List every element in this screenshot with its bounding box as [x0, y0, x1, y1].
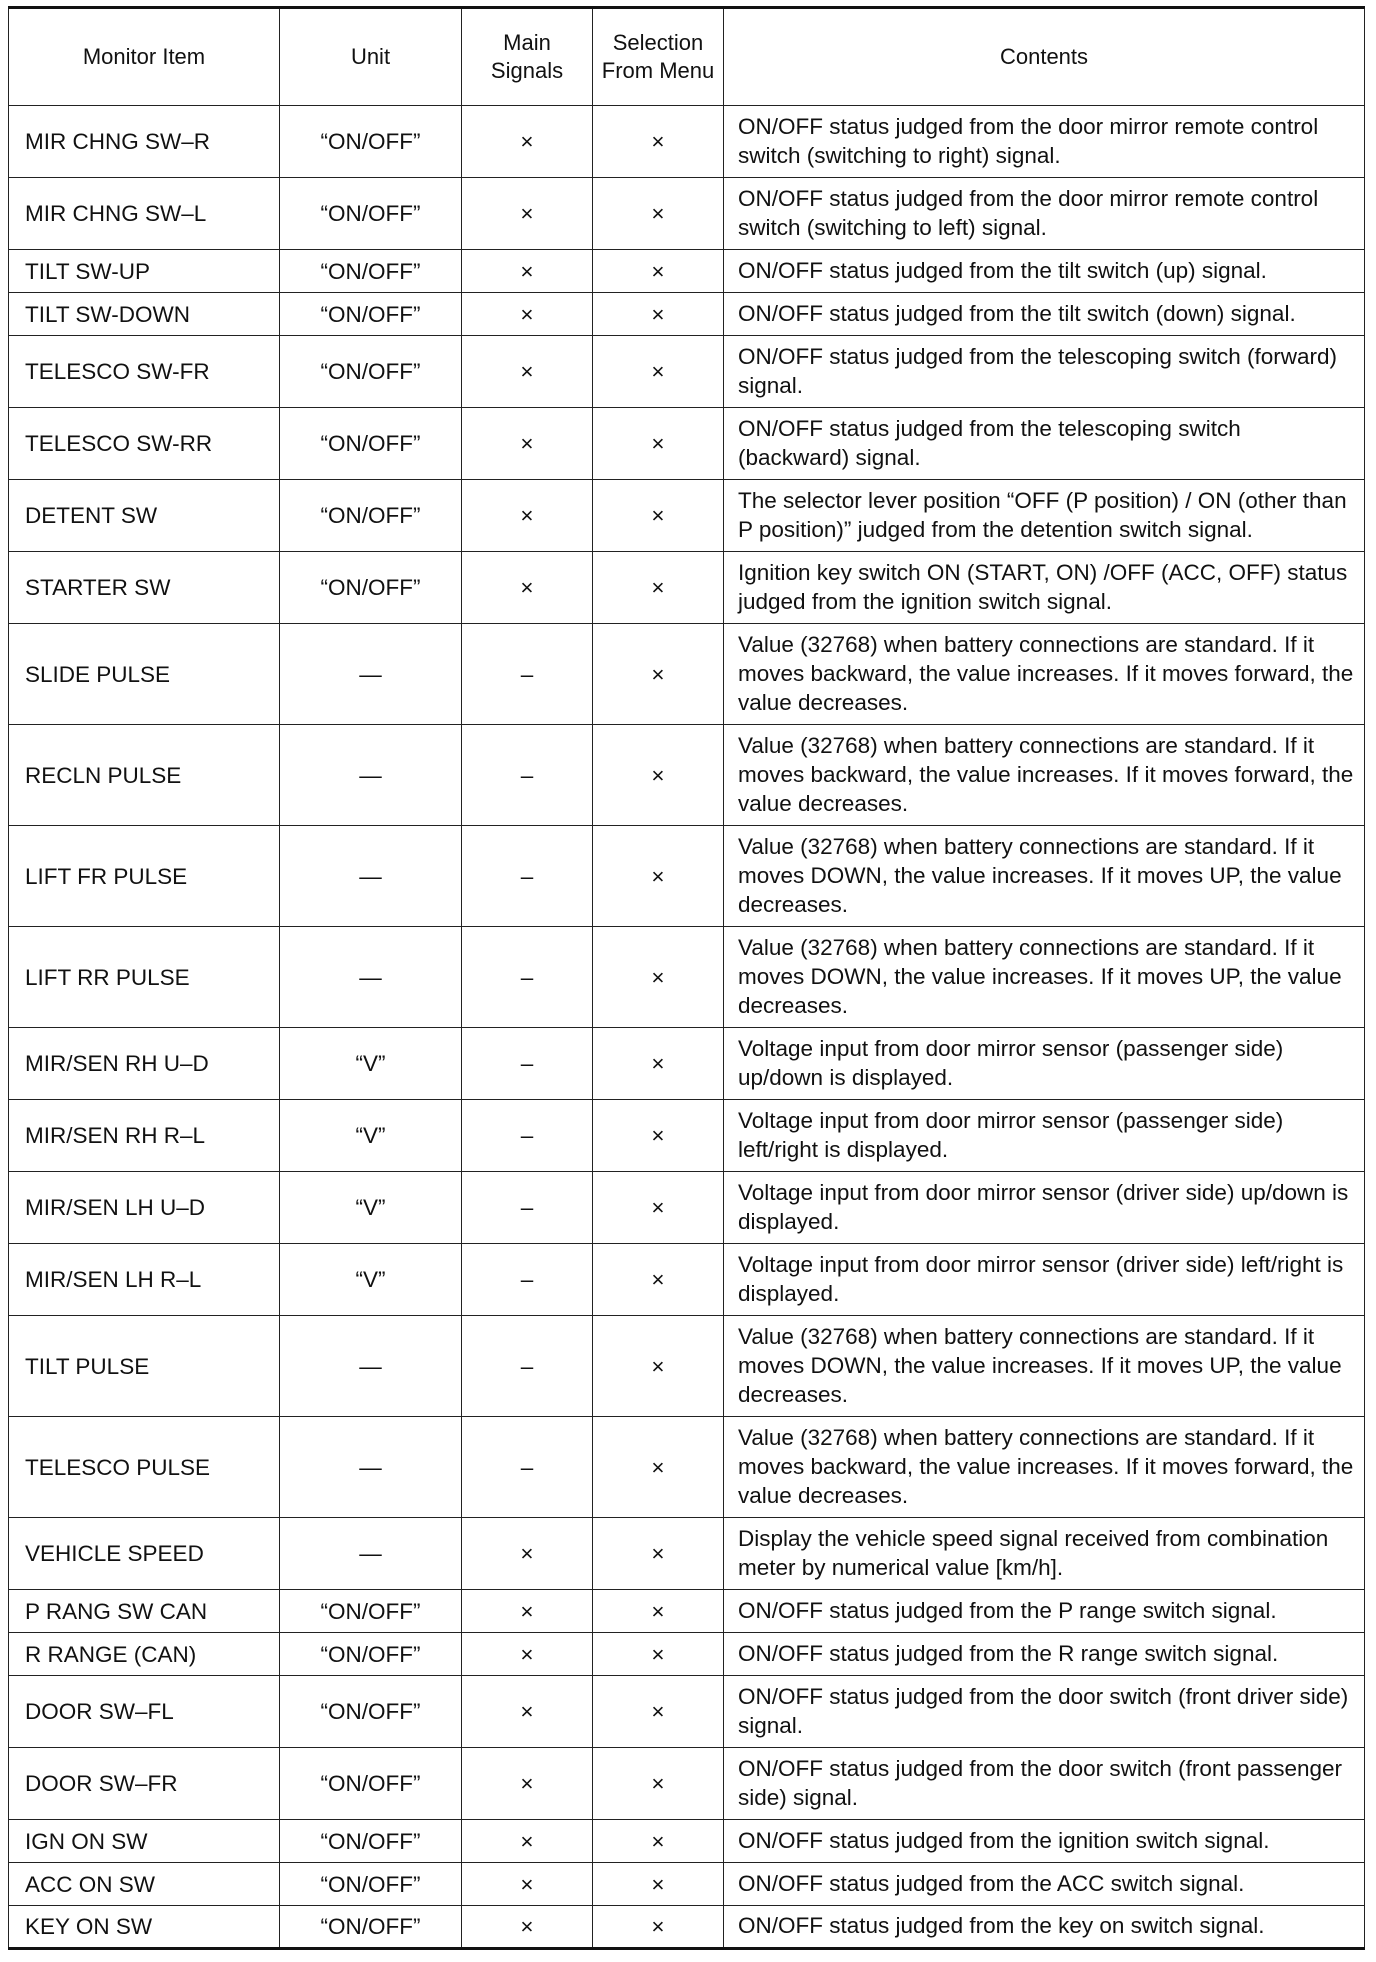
contents-cell: Voltage input from door mirror sensor (passenger side) up/down is displayed.: [724, 1028, 1365, 1100]
main-signals-cell: ×: [462, 178, 593, 250]
monitor-item-cell: MIR/SEN LH U–D: [9, 1172, 280, 1244]
main-signals-cell: –: [462, 1028, 593, 1100]
unit-cell: “V”: [280, 1244, 462, 1316]
monitor-item-table: [8, 6, 1365, 1950]
main-signals-cell: ×: [462, 1748, 593, 1820]
table-row: [9, 826, 1365, 927]
monitor-item-cell: MIR CHNG SW–R: [9, 106, 280, 178]
monitor-item-cell: TELESCO SW-FR: [9, 336, 280, 408]
main-signals-cell: –: [462, 1316, 593, 1417]
unit-cell: “V”: [280, 1028, 462, 1100]
unit-cell: “ON/OFF”: [280, 552, 462, 624]
contents-cell: ON/OFF status judged from the door switch (front driver side) signal.: [724, 1676, 1365, 1748]
main-signals-cell: ×: [462, 408, 593, 480]
table-row: [9, 1590, 1365, 1633]
unit-cell: “ON/OFF”: [280, 250, 462, 293]
contents-cell: Voltage input from door mirror sensor (driver side) up/down is displayed.: [724, 1172, 1365, 1244]
main-signals-cell: ×: [462, 1590, 593, 1633]
table-row: [9, 336, 1365, 408]
main-signals-cell: –: [462, 826, 593, 927]
monitor-item-cell: TELESCO PULSE: [9, 1417, 280, 1518]
monitor-item-cell: STARTER SW: [9, 552, 280, 624]
contents-cell: Voltage input from door mirror sensor (passenger side) left/right is displayed.: [724, 1100, 1365, 1172]
unit-cell: “ON/OFF”: [280, 1633, 462, 1676]
selection-from-menu-cell: ×: [593, 293, 724, 336]
table-row: [9, 1316, 1365, 1417]
unit-cell: “ON/OFF”: [280, 1863, 462, 1906]
contents-cell: ON/OFF status judged from the tilt switch (down) signal.: [724, 293, 1365, 336]
main-signals-cell: ×: [462, 293, 593, 336]
selection-from-menu-cell: ×: [593, 1518, 724, 1590]
main-signals-cell: ×: [462, 250, 593, 293]
unit-cell: “ON/OFF”: [280, 480, 462, 552]
unit-cell: —: [280, 1316, 462, 1417]
header-unit: Unit: [280, 8, 462, 106]
unit-cell: —: [280, 624, 462, 725]
monitor-item-cell: IGN ON SW: [9, 1820, 280, 1863]
unit-cell: —: [280, 725, 462, 826]
table-row: [9, 552, 1365, 624]
table-row: [9, 1100, 1365, 1172]
monitor-item-cell: ACC ON SW: [9, 1863, 280, 1906]
table-row: [9, 1676, 1365, 1748]
unit-cell: “ON/OFF”: [280, 1820, 462, 1863]
monitor-item-cell: LIFT FR PULSE: [9, 826, 280, 927]
header-main-signals: Main Signals: [462, 8, 593, 106]
contents-cell: ON/OFF status judged from the key on switch signal.: [724, 1906, 1365, 1949]
monitor-item-cell: TILT PULSE: [9, 1316, 280, 1417]
main-signals-cell: ×: [462, 552, 593, 624]
contents-cell: The selector lever position “OFF (P position) / ON (other than P position)” judged from the detention switch signal.: [724, 480, 1365, 552]
main-signals-cell: ×: [462, 1863, 593, 1906]
contents-cell: ON/OFF status judged from the tilt switch (up) signal.: [724, 250, 1365, 293]
table-row: [9, 1518, 1365, 1590]
monitor-item-cell: LIFT RR PULSE: [9, 927, 280, 1028]
table-row: [9, 1748, 1365, 1820]
selection-from-menu-cell: ×: [593, 725, 724, 826]
contents-cell: Value (32768) when battery connections are standard. If it moves DOWN, the value increases. If it moves UP, the value decreases.: [724, 1316, 1365, 1417]
unit-cell: “ON/OFF”: [280, 1590, 462, 1633]
contents-cell: ON/OFF status judged from the ignition switch signal.: [724, 1820, 1365, 1863]
table-row: [9, 1820, 1365, 1863]
selection-from-menu-cell: ×: [593, 1676, 724, 1748]
main-signals-cell: ×: [462, 1676, 593, 1748]
monitor-item-cell: MIR/SEN RH R–L: [9, 1100, 280, 1172]
selection-from-menu-cell: ×: [593, 336, 724, 408]
main-signals-cell: –: [462, 1172, 593, 1244]
contents-cell: ON/OFF status judged from the R range switch signal.: [724, 1633, 1365, 1676]
monitor-item-cell: TILT SW-UP: [9, 250, 280, 293]
contents-cell: Display the vehicle speed signal received from combination meter by numerical value [km/h].: [724, 1518, 1365, 1590]
unit-cell: “ON/OFF”: [280, 178, 462, 250]
main-signals-cell: ×: [462, 1633, 593, 1676]
contents-cell: Value (32768) when battery connections are standard. If it moves backward, the value increases. If it moves forward, the value decreases.: [724, 624, 1365, 725]
selection-from-menu-cell: ×: [593, 1863, 724, 1906]
main-signals-cell: –: [462, 927, 593, 1028]
header-contents: Contents: [724, 8, 1365, 106]
table-row: [9, 293, 1365, 336]
selection-from-menu-cell: ×: [593, 927, 724, 1028]
contents-cell: ON/OFF status judged from the door switch (front passenger side) signal.: [724, 1748, 1365, 1820]
selection-from-menu-cell: ×: [593, 106, 724, 178]
monitor-item-cell: SLIDE PULSE: [9, 624, 280, 725]
contents-cell: ON/OFF status judged from the ACC switch signal.: [724, 1863, 1365, 1906]
unit-cell: “ON/OFF”: [280, 106, 462, 178]
header-selection-from-menu: Selection From Menu: [593, 8, 724, 106]
table-row: [9, 106, 1365, 178]
table-row: [9, 1172, 1365, 1244]
table-row: [9, 1906, 1365, 1949]
table-header-row: [9, 8, 1365, 106]
main-signals-cell: ×: [462, 106, 593, 178]
contents-cell: ON/OFF status judged from the P range switch signal.: [724, 1590, 1365, 1633]
monitor-item-cell: P RANG SW CAN: [9, 1590, 280, 1633]
selection-from-menu-cell: ×: [593, 1906, 724, 1949]
contents-cell: Voltage input from door mirror sensor (driver side) left/right is displayed.: [724, 1244, 1365, 1316]
main-signals-cell: –: [462, 624, 593, 725]
monitor-item-cell: DOOR SW–FL: [9, 1676, 280, 1748]
main-signals-cell: ×: [462, 1906, 593, 1949]
unit-cell: “ON/OFF”: [280, 408, 462, 480]
table-row: [9, 408, 1365, 480]
contents-cell: Value (32768) when battery connections are standard. If it moves DOWN, the value increases. If it moves UP, the value decreases.: [724, 826, 1365, 927]
selection-from-menu-cell: ×: [593, 552, 724, 624]
unit-cell: “ON/OFF”: [280, 336, 462, 408]
monitor-item-cell: R RANGE (CAN): [9, 1633, 280, 1676]
table-row: [9, 927, 1365, 1028]
table-row: [9, 1028, 1365, 1100]
selection-from-menu-cell: ×: [593, 1590, 724, 1633]
main-signals-cell: –: [462, 1417, 593, 1518]
selection-from-menu-cell: ×: [593, 624, 724, 725]
selection-from-menu-cell: ×: [593, 1100, 724, 1172]
table-row: [9, 250, 1365, 293]
table-row: [9, 624, 1365, 725]
monitor-item-cell: VEHICLE SPEED: [9, 1518, 280, 1590]
selection-from-menu-cell: ×: [593, 1633, 724, 1676]
table-row: [9, 725, 1365, 826]
monitor-item-cell: MIR/SEN LH R–L: [9, 1244, 280, 1316]
selection-from-menu-cell: ×: [593, 1028, 724, 1100]
contents-cell: ON/OFF status judged from the door mirror remote control switch (switching to left) signal.: [724, 178, 1365, 250]
contents-cell: Ignition key switch ON (START, ON) /OFF (ACC, OFF) status judged from the ignition switch signal.: [724, 552, 1365, 624]
table-row: [9, 178, 1365, 250]
table-row: [9, 1863, 1365, 1906]
selection-from-menu-cell: ×: [593, 826, 724, 927]
unit-cell: —: [280, 1518, 462, 1590]
table-row: [9, 1417, 1365, 1518]
unit-cell: “V”: [280, 1172, 462, 1244]
selection-from-menu-cell: ×: [593, 1316, 724, 1417]
table-row: [9, 1244, 1365, 1316]
main-signals-cell: ×: [462, 1820, 593, 1863]
selection-from-menu-cell: ×: [593, 480, 724, 552]
unit-cell: “ON/OFF”: [280, 293, 462, 336]
monitor-item-cell: TELESCO SW-RR: [9, 408, 280, 480]
contents-cell: ON/OFF status judged from the door mirror remote control switch (switching to right) signal.: [724, 106, 1365, 178]
main-signals-cell: –: [462, 1100, 593, 1172]
unit-cell: “ON/OFF”: [280, 1748, 462, 1820]
selection-from-menu-cell: ×: [593, 1820, 724, 1863]
selection-from-menu-cell: ×: [593, 178, 724, 250]
contents-cell: Value (32768) when battery connections are standard. If it moves backward, the value increases. If it moves forward, the value decreases.: [724, 1417, 1365, 1518]
main-signals-cell: ×: [462, 480, 593, 552]
selection-from-menu-cell: ×: [593, 1417, 724, 1518]
monitor-item-cell: KEY ON SW: [9, 1906, 280, 1949]
monitor-item-cell: TILT SW-DOWN: [9, 293, 280, 336]
contents-cell: ON/OFF status judged from the telescoping switch (forward) signal.: [724, 336, 1365, 408]
contents-cell: Value (32768) when battery connections are standard. If it moves DOWN, the value increases. If it moves UP, the value decreases.: [724, 927, 1365, 1028]
monitor-item-cell: RECLN PULSE: [9, 725, 280, 826]
monitor-item-cell: DETENT SW: [9, 480, 280, 552]
table-body: [9, 106, 1365, 1949]
selection-from-menu-cell: ×: [593, 408, 724, 480]
unit-cell: —: [280, 1417, 462, 1518]
selection-from-menu-cell: ×: [593, 250, 724, 293]
main-signals-cell: ×: [462, 1518, 593, 1590]
unit-cell: “V”: [280, 1100, 462, 1172]
main-signals-cell: –: [462, 725, 593, 826]
main-signals-cell: –: [462, 1244, 593, 1316]
selection-from-menu-cell: ×: [593, 1244, 724, 1316]
contents-cell: ON/OFF status judged from the telescoping switch (backward) signal.: [724, 408, 1365, 480]
main-signals-cell: ×: [462, 336, 593, 408]
unit-cell: —: [280, 826, 462, 927]
selection-from-menu-cell: ×: [593, 1172, 724, 1244]
unit-cell: “ON/OFF”: [280, 1906, 462, 1949]
contents-cell: Value (32768) when battery connections are standard. If it moves backward, the value increases. If it moves forward, the value decreases.: [724, 725, 1365, 826]
table-row: [9, 1633, 1365, 1676]
table-row: [9, 480, 1365, 552]
unit-cell: —: [280, 927, 462, 1028]
selection-from-menu-cell: ×: [593, 1748, 724, 1820]
monitor-item-cell: MIR/SEN RH U–D: [9, 1028, 280, 1100]
monitor-item-cell: MIR CHNG SW–L: [9, 178, 280, 250]
monitor-item-cell: DOOR SW–FR: [9, 1748, 280, 1820]
header-monitor-item: Monitor Item: [9, 8, 280, 106]
unit-cell: “ON/OFF”: [280, 1676, 462, 1748]
